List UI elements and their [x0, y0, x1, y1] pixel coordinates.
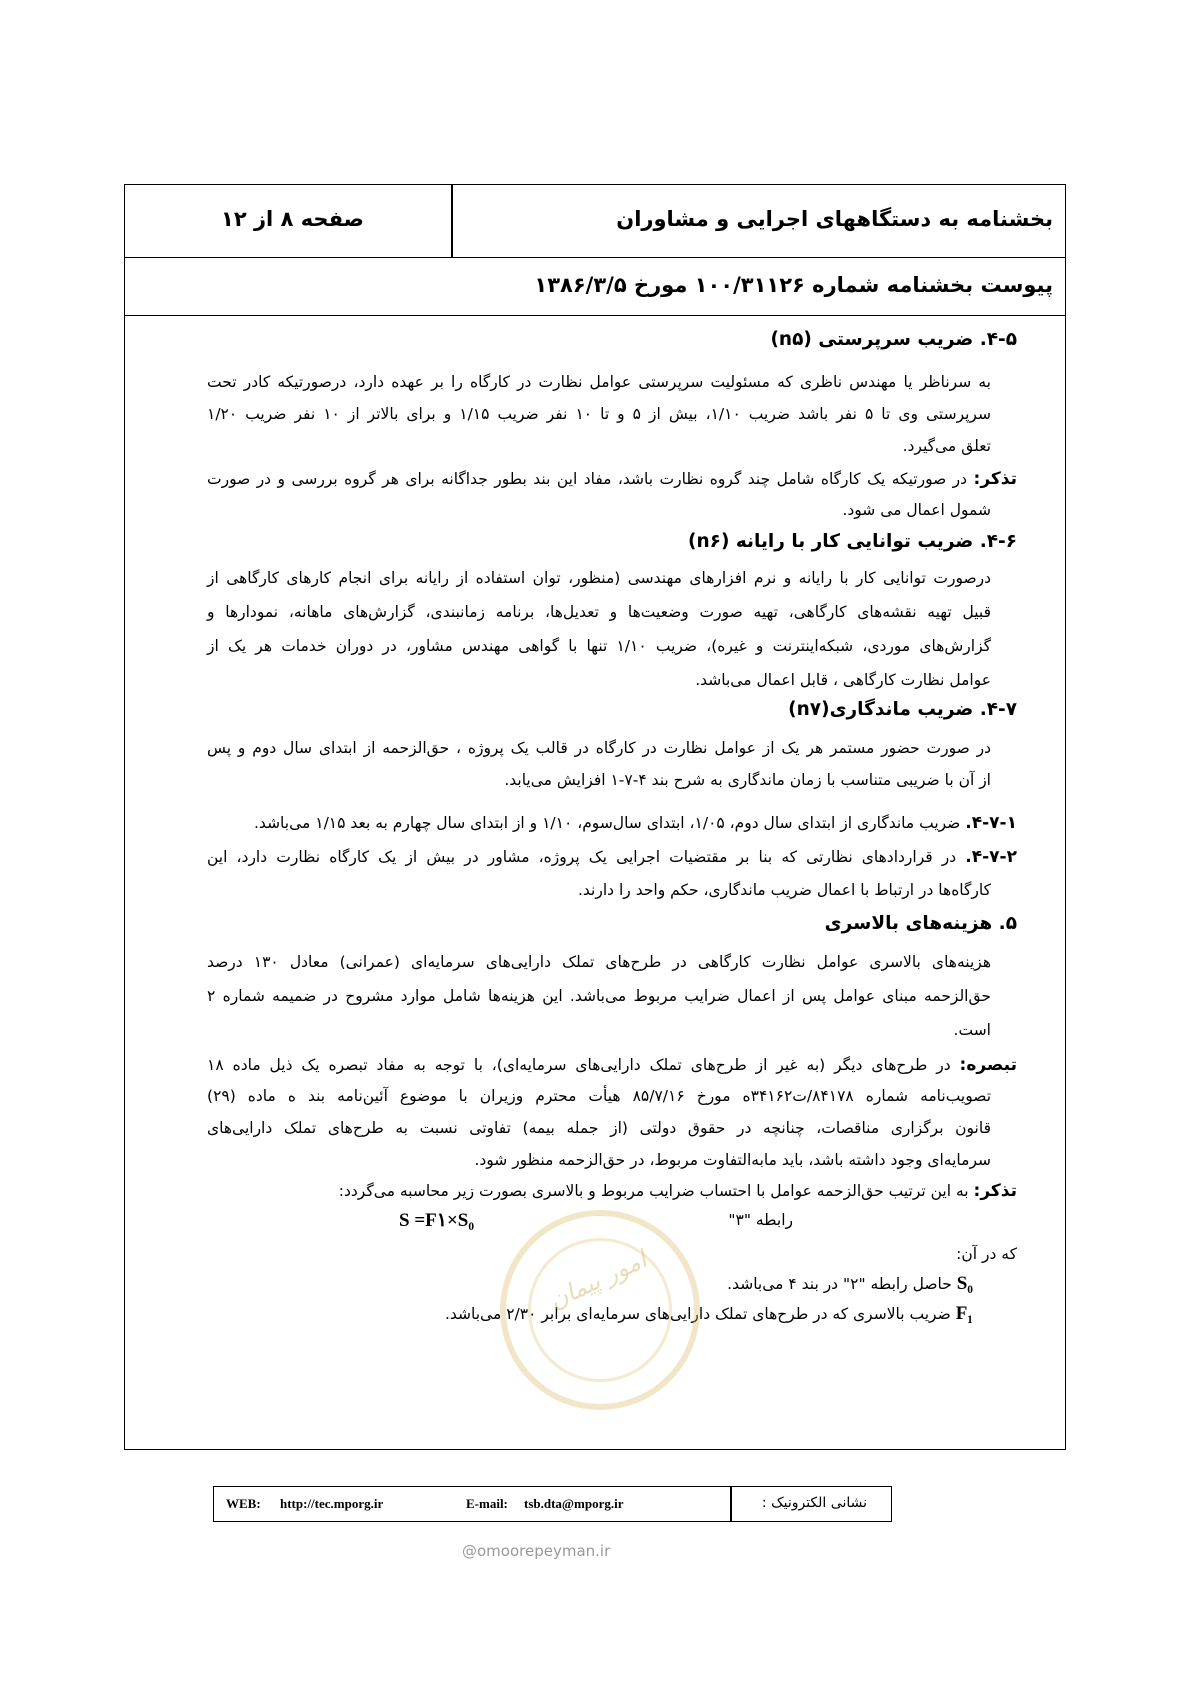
note-label: تذکر:: [973, 1181, 1017, 1201]
remark-label: تبصره:: [959, 1055, 1017, 1075]
subsection-text: در قراردادهای نظارتی که بنا بر مقتضیات اجرایی یک پروژه، مشاور در بیش از یک کارگاه نظارت دارد، این: [207, 848, 966, 866]
footer-contact-box: [213, 1486, 892, 1522]
subsection-text: ضریب ماندگاری از ابتدای سال دوم، ۱/۰۵، ابتدای سال‌سوم، ۱/۱۰ و از ابتدای سال چهارم به بعد ۱/۱۵ می‌باشد.: [254, 814, 966, 832]
note-text: به این ترتیب حق‌الزحمه عوامل با احتساب ضرایب مربوط و بالاسری بصورت زیر محاسبه می‌گردد:: [338, 1182, 974, 1200]
paragraph-line: عوامل نظارت کارگاهی ، قابل اعمال می‌باشد.: [695, 671, 991, 689]
section-heading-4-6: ۴-۶. ضریب توانایی کار با رایانه (n۶): [688, 531, 1017, 552]
remark-line: تصویب‌نامه شماره ۸۴۱۷۸/ت۳۴۱۶۲ه مورخ ۸۵/۷/۱۶ هیأت محترم وزیران با موضوع آئین‌نامه بند ه ماده (۲۹): [207, 1087, 992, 1105]
formula-label: رابطه "۳": [728, 1211, 793, 1229]
paragraph-line: هزینه‌های بالاسری عوامل نظارت کارگاهی در طرح‌های تملک دارایی‌های سرمایه‌ای (عمرانی) معادل ۱۳۰ درصد: [207, 953, 991, 971]
web-link[interactable]: http://tec.mporg.ir: [280, 1496, 384, 1511]
note-line: [339, 1181, 1017, 1201]
subsection-number: ۴-۷-۱.: [965, 813, 1017, 833]
paragraph-line: قبیل تهیه نقشه‌های کارگاهی، تهیه صورت وضعیت‌ها و تعدیل‌ها، برنامه زمانبندی، گزارش‌های ماهانه، نمودارها و: [207, 603, 991, 621]
header-row: [125, 185, 1065, 258]
where-intro: که در آن:: [956, 1245, 1017, 1263]
paragraph-line: در صورت حضور مستمر هر یک از عوامل نظارت در کارگاه در قالب یک پروژه ، حق‌الزحمه از ابتدای سال دوم و پس: [207, 739, 991, 757]
subheader-row: [125, 257, 1065, 316]
paragraph-line: از آن با ضریبی متناسب با زمان ماندگاری به شرح بند ۴-۷-۱ افزایش می‌یابد.: [504, 771, 991, 789]
section-heading-4-7: ۴-۷. ضریب ماندگاری(n۷): [788, 699, 1017, 720]
document-subtitle: پیوست بخشنامه شماره ۱۰۰/۳۱۱۲۶ مورخ ۱۳۸۶/۳/۵: [534, 273, 1053, 297]
email-label: E-mail:: [466, 1496, 508, 1511]
remark-text: در طرح‌های دیگر (به غیر از طرح‌های تملک دارایی‌های سرمایه‌ای)، با توجه به مفاد تبصره یک ذیل ماده ۱۸: [207, 1056, 960, 1074]
paragraph-line: کارگاه‌ها در ارتباط با اعمال ضریب ماندگاری، حکم واحد را دارند.: [577, 881, 991, 899]
stamp-logo: [500, 1210, 700, 1410]
footer-label: نشانی الکترونیک :: [761, 1495, 867, 1511]
note-text: در صورتیکه یک کارگاه شامل چند گروه نظارت باشد، مفاد این بند بطور جداگانه برای هر گروه بررسی و در صورت: [207, 470, 974, 488]
definition-s0: [727, 1273, 973, 1295]
paragraph-line: حق‌الزحمه مبنای عوامل پس از اعمال ضرایب مربوط می‌باشد. این هزینه‌ها شامل موارد مشروح در ضمیمه شماره ۲: [207, 987, 991, 1005]
paragraph-line: به سرناظر یا مهندس ناظری که مسئولیت سرپرستی عوامل نظارت در کارگاه را بر عهده دارد، درصورتیکه کادر تحت: [207, 373, 991, 391]
subsection-4-7-2: [207, 847, 1017, 867]
section-heading-5: ۵. هزینه‌های بالاسری: [824, 913, 1017, 934]
f1-text: ضریب بالاسری که در طرح‌های تملک دارایی‌های سرمایه‌ای برابر ۲/۳۰ می‌باشد.: [444, 1305, 956, 1323]
paragraph-line: گزارش‌های موردی، شبکه‌اینترنت و غیره)، ضریب ۱/۱۰ تنها با گواهی مهندس مشاور، در دوران خدمات هر یک از: [207, 637, 992, 655]
paragraph-line: سرپرستی وی تا ۵ نفر باشد ضریب ۱/۱۰، بیش از ۵ و تا ۱۰ نفر ضریب ۱/۱۵ و برای بالاتر از ۱۰ نفر ضریب ۱/۲۰: [207, 405, 991, 423]
remark-line: [207, 1055, 1017, 1075]
document-title: بخشنامه به دستگاههای اجرایی و مشاوران: [616, 207, 1053, 231]
remark-line: سرمایه‌ای وجود داشته باشد، باید مابه‌التفاوت مربوط، در حق‌الزحمه منظور شود.: [474, 1151, 991, 1169]
formula-expression: S =F۱×S₀: [399, 1210, 475, 1231]
email-link[interactable]: tsb.dta@mporg.ir: [524, 1496, 624, 1511]
note-line: شمول اعمال می شود.: [842, 501, 991, 519]
subsection-number: ۴-۷-۲.: [965, 847, 1017, 867]
paragraph-line: است.: [953, 1021, 991, 1039]
paragraph-line: درصورت توانایی کار با رایانه و نرم افزارهای مهندسی (منظور، توان استفاده از رایانه برای انجام کارهای کارگاهی از: [207, 569, 991, 587]
remark-line: قانون برگزاری مناقصات، چنانچه در حقوق دولتی (از جمله بیمه) تفاوتی نسبت به طرح‌های تملک دارایی‌های: [207, 1119, 991, 1137]
section-heading-4-5: ۴-۵. ضریب سرپرستی (n۵): [770, 329, 1017, 350]
watermark-text: @omoorepeyman.ir: [462, 1542, 611, 1560]
stamp-text: امور پیمان: [544, 1245, 651, 1315]
f1-symbol: F₁: [955, 1303, 973, 1324]
note-line: [207, 469, 1017, 489]
note-label: تذکر:: [973, 469, 1017, 489]
subsection-4-7-1: [254, 813, 1017, 833]
paragraph-line: تعلق می‌گیرد.: [902, 437, 991, 455]
web-label: WEB:: [226, 1496, 261, 1511]
page-number: صفحه ۸ از ۱۲: [221, 207, 364, 231]
s0-text: حاصل رابطه "۲" در بند ۴ می‌باشد.: [727, 1275, 957, 1293]
s0-symbol: S₀: [956, 1273, 973, 1294]
